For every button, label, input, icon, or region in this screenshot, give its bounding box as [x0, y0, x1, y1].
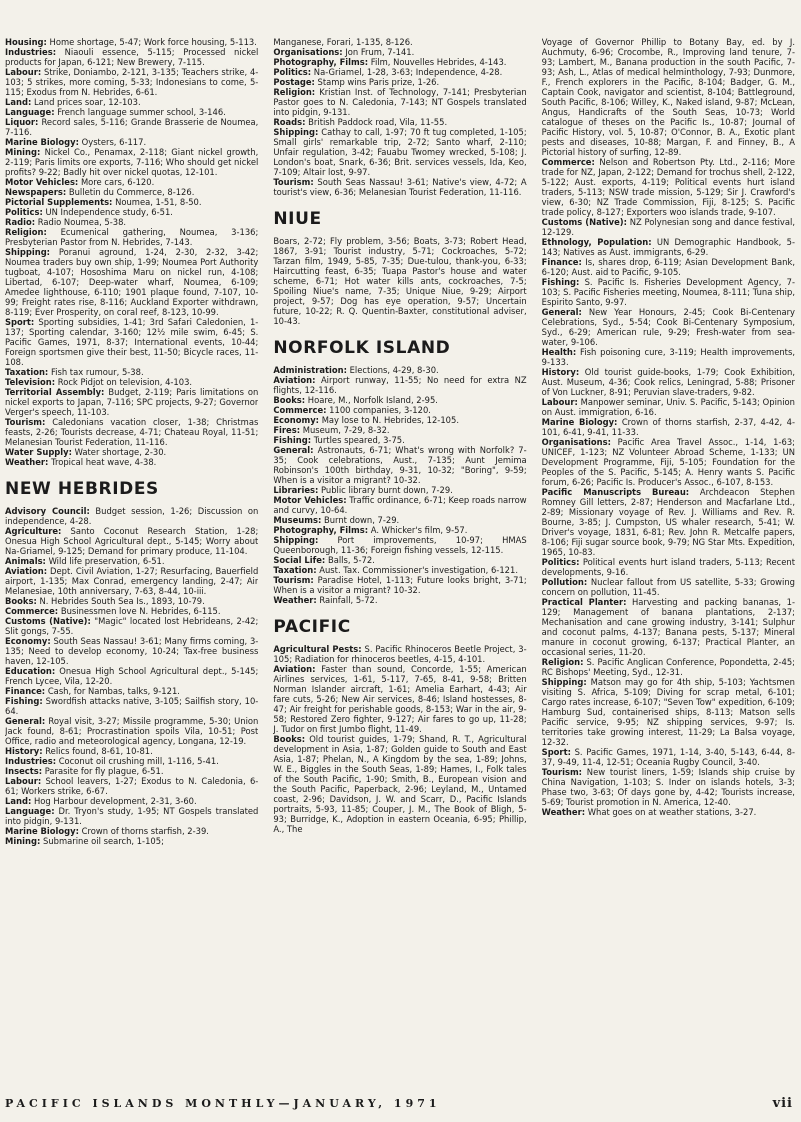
entry-topic: Motor Vehicles: — [273, 495, 347, 505]
entry-references: Paradise Hotel, 1-113; Future looks bright, 3-71; When is a visitor a migrant? 10-32. — [273, 575, 527, 595]
index-entry — [542, 367, 795, 397]
entry-references: S. Pacific Anglican Conference, Popondetta, 2-45; RC Bishops' Meeting, Syd., 12-31. — [541, 657, 795, 677]
entry-topic: General: — [273, 445, 314, 455]
entry-topic: Commerce: — [5, 606, 59, 616]
index-entry — [542, 577, 795, 597]
index-entry — [5, 377, 258, 387]
entry-references: Traffic ordinance, 6-71; Keep roads narrow and curvy, 10-64. — [273, 495, 527, 515]
entry-topic: Labour: — [541, 397, 578, 407]
index-entry — [5, 387, 258, 417]
entry-references: N. Hebrides South Sea Is., 1893, 10-79. — [36, 596, 205, 606]
entry-references: Relics found, 8-61, 10-81. — [42, 746, 153, 756]
entry-topic: Sport: — [541, 747, 571, 757]
index-column-2 — [273, 37, 526, 1085]
entry-topic: Tourism: — [273, 575, 314, 585]
entry-references: Airport runway, 11-55; No need for extra NZ flights, 12-116. — [273, 375, 527, 395]
entry-topic: Commerce: — [541, 157, 595, 167]
index-entry — [273, 87, 526, 117]
entry-references: School leavers, 1-27; Exodus to N. Caledonia, 6-61; Workers strike, 6-67. — [5, 776, 259, 796]
entry-topic: Organisations: — [541, 437, 611, 447]
index-entry — [273, 47, 526, 57]
entry-references: British Paddock road, Vila, 11-55. — [305, 117, 448, 127]
index-entry — [542, 307, 795, 347]
index-entry — [5, 227, 258, 247]
index-entry — [273, 495, 526, 515]
entry-topic: Aviation: — [273, 664, 316, 674]
index-entry — [5, 616, 258, 636]
entry-references: Caledonians vacation closer, 1-38; Christmas feasts, 2-26; Tourists decrease, 4-71; Chateau Royal, 11-51; Melanesian Tourist Federation, 11-116. — [5, 417, 259, 447]
index-entry — [273, 734, 526, 834]
index-columns — [5, 37, 795, 1085]
index-entry — [542, 747, 795, 767]
entry-topic: Education: — [5, 666, 56, 676]
index-entry — [273, 57, 526, 67]
entry-references: Elections, 4-29, 8-30. — [346, 365, 439, 375]
section-heading: NEW HEBRIDES — [5, 479, 159, 499]
index-entry — [542, 437, 795, 487]
entry-references: Pacific Area Travel Assoc., 1-14, 1-63; UNICEF, 1-123; NZ Volunteer Abroad Scheme, 1-133; UN Development Programme, Fiji, 5-105; Foundation for the Peoples of the S. Pacific, 5-145; A. Henry wants S. Pacific forum, 6-26; Pacific Is. Producer's Assoc., 6-107, 8-153. — [541, 437, 795, 487]
entry-references: "Magic" located lost Hebrideans, 2-42; Slit gongs, 7-55. — [5, 616, 259, 636]
index-entry — [5, 506, 258, 526]
index-entry — [542, 277, 795, 307]
index-entry — [273, 535, 526, 555]
entry-references: A. Whicker's film, 9-57. — [368, 525, 468, 535]
index-entry — [273, 117, 526, 127]
entry-topic: History: — [5, 746, 43, 756]
index-entry — [5, 117, 258, 137]
entry-topic: Shipping: — [541, 677, 587, 687]
index-entry — [542, 677, 795, 747]
entry-topic: Practical Planter: — [541, 597, 627, 607]
entry-topic: Politics: — [541, 557, 580, 567]
entry-topic: Aviation: — [273, 375, 316, 385]
entry-topic: Books: — [273, 734, 306, 744]
entry-topic: Pictorial Supplements: — [5, 197, 113, 207]
entry-topic: Photography, Films: — [273, 57, 369, 67]
entry-references: Wild life preservation, 6-51. — [45, 556, 165, 566]
entry-topic: Marine Biology: — [541, 417, 618, 427]
entry-topic: Advisory Council: — [5, 506, 90, 516]
entry-topic: Fishing: — [273, 435, 312, 445]
entry-references: Public library burnt down, 7-29. — [318, 485, 453, 495]
entry-topic: Mining: — [5, 836, 41, 846]
entry-topic: Agricultural Pests: — [273, 644, 362, 654]
entry-references: Archdeacon Stephen Romney Gill letters, 2-87; Henderson and Macfarlane Ltd., 2-89; Missionary voyage of Rev. J. Williams and Rev. R. Bourne, 3-85; J. Cumpston, US whaler research, 5-41; W. Driver's voyage, 1831, 6-81; Rev. John R. Metcalfe papers, 8-106; Fiji sugar source book, 9-79; NG Star Mts. Expedition, 1965, 10-83. — [541, 487, 795, 557]
entry-topic: Liquor: — [5, 117, 39, 127]
entry-references: Radio Noumea, 5-38. — [35, 217, 127, 227]
entry-references: Film, Nouvelles Hebrides, 4-143. — [368, 57, 507, 67]
index-entry — [273, 425, 526, 435]
index-entry — [273, 415, 526, 425]
page-number: vii — [772, 1096, 793, 1111]
entry-topic: Water Supply: — [5, 447, 72, 457]
index-entry — [5, 796, 258, 806]
entry-references: New tourist liners, 1-59; Islands ship cruise by China Navigation, 1-103; S. Inder on islands hotels, 3-3; Phase two, 3-63; Of days gone by, 4-42; Tourists increase, 5-69; Tourist promotion in N. America, 12-40. — [541, 767, 795, 807]
entry-topic: Animals: — [5, 556, 46, 566]
entry-topic: Territorial Assembly: — [5, 387, 105, 397]
entry-topic: Museums: — [273, 515, 322, 525]
index-entry — [5, 97, 258, 107]
entry-topic: Shipping: — [5, 247, 51, 257]
entry-references: Faster than sound, Concorde, 1-55; American Airlines services, 1-61, 5-117, 7-65, 8-41, 9-58; Britten Norman Islander aircraft, 1-61; Amelia Earhart, 4-43; Air fare cuts, 5-26; New Air services, 8-46; Island hostesses, 8-47; Air freight for perishable goods, 8-153; War in the air, 9-58; Restored Zero fighter, 9-127; Air fares to go up, 11-28; J. Tudor on first Jumbo flight, 11-49. — [273, 664, 527, 734]
entry-topic: Television: — [5, 377, 56, 387]
entry-topic: Finance: — [5, 686, 46, 696]
index-entry — [542, 347, 795, 367]
entry-topic: Marine Biology: — [5, 137, 79, 147]
entry-topic: Agriculture: — [5, 526, 62, 536]
entry-references: Boars, 2-72; Fly problem, 3-56; Boats, 3-73; Robert Head, 1867, 3-91; Tourist industry, 5-71; Cockroaches, 5-72; Tarzan film, 1949, 5-85, 7-35; Due-tulou, thank-you, 6-33; Haircutting feast, 6-35; Tuapa Pastor's house and water scheme, 6-71; Hot water kills ants, cockroaches, 7-5; Spoiling Niue's name, 7-35; Unique Niue, 9-29; Airport project, 9-57; Dog has eye operation, 9-57; Uncertain future, 10-22; R. Q. Quentin-Baxter, constitutional adviser, 10-43. — [273, 236, 527, 326]
entry-references: New Year Honours, 2-45; Cook Bi-Centenary Celebrations, Syd., 5-54; Cook Bi-Centenary Symposium, Syd., 6-29; American rule, 9-29; Fresh-water from sea-water, 9-106. — [541, 307, 795, 347]
index-entry — [5, 696, 258, 716]
index-entry — [5, 207, 258, 217]
entry-references: Balls, 5-72. — [325, 555, 375, 565]
entry-topic: Photography, Films: — [273, 525, 369, 535]
index-entry — [273, 595, 526, 605]
entry-topic: Labour: — [5, 776, 42, 786]
entry-topic: Land: — [5, 97, 32, 107]
entry-references: Coconut oil crushing mill, 1-116, 5-41. — [56, 756, 219, 766]
entry-topic: Roads: — [273, 117, 306, 127]
entry-references: Businessmen love N. Hebrides, 6-115. — [58, 606, 221, 616]
entry-references: Tropical heat wave, 4-38. — [48, 457, 157, 467]
entry-topic: Fishing: — [541, 277, 580, 287]
index-entry — [542, 657, 795, 677]
entry-references: Is, shares drop, 6-119; Asian Development Bank, 6-120; Aust. aid to Pacific, 9-105. — [541, 257, 795, 277]
entry-topic: Customs (Native): — [541, 217, 627, 227]
entry-references: Budget session, 1-26; Discussion on independence, 4-28. — [5, 506, 259, 526]
index-entry — [542, 257, 795, 277]
entry-topic: Language: — [5, 806, 55, 816]
section-heading: NORFOLK ISLAND — [273, 338, 451, 358]
index-entry — [5, 666, 258, 686]
entry-references: Bulletin du Commerce, 8-126. — [66, 187, 195, 197]
entry-topic: Taxation: — [5, 367, 49, 377]
entry-topic: Health: — [541, 347, 577, 357]
entry-references: Jon Frum, 7-141. — [342, 47, 415, 57]
entry-references: Home shortage, 5-47; Work force housing, 5-113. — [46, 37, 257, 47]
index-entry — [5, 47, 258, 67]
entry-topic: Ethnology, Population: — [541, 237, 652, 247]
entry-references: Dept. Civil Aviation, 1-27; Resurfacing, Bauerfield airport, 1-135; Max Conrad, emergency landing, 2-47; Air Melanesiae, 10th anniversary, 7-63, 8-44, 10-iii. — [5, 566, 259, 596]
entry-references: Sporting subsidies, 1-41; 3rd Safari Caledonien, 1-137; Sporting calendar, 3-160; 12½ mile swim, 6-45; S. Pacific Games, 1971, 8-37; International events, 10-44; Foreign sportsmen give their best, 11-50; Bicycle races, 11-108. — [5, 317, 259, 367]
entry-topic: Organisations: — [273, 47, 343, 57]
index-entry — [5, 367, 258, 377]
entry-topic: Religion: — [273, 87, 316, 97]
entry-references: Noumea, 1-51, 8-50. — [112, 197, 202, 207]
index-entry — [5, 556, 258, 566]
entry-topic: Tourism: — [541, 767, 583, 777]
index-entry — [273, 525, 526, 535]
entry-references: Fish poisoning cure, 3-119; Health improvements, 9-133. — [541, 347, 795, 367]
index-entry — [5, 836, 258, 846]
entry-references: 1100 companies, 3-120. — [326, 405, 431, 415]
entry-topic: Housing: — [5, 37, 47, 47]
index-entry — [542, 397, 795, 417]
entry-references: Astronauts, 6-71; What's wrong with Norfolk? 7-35; Cook celebrations, Aust., 7-135; Aunt Jemima Robinson's 100th birthday, 9-31, 10-32; "Boring", 9-59; When is a visitor a migrant? 10-32. — [273, 445, 527, 485]
index-column-1 — [5, 37, 258, 1085]
index-entry — [5, 457, 258, 467]
entry-references: Strike, Doniambo, 2-121, 3-135; Teachers strike, 4-103; 5 strikes, more coming, 5-33; Indonesians to come, 5-115; Exodus from N. Hebrides, 6-61. — [5, 67, 259, 97]
index-entry — [5, 596, 258, 606]
entry-references: Cash, for Nambas, talks, 9-121. — [45, 686, 180, 696]
entry-references: Budget, 2-119; Paris limitations on nickel exports to Japan, 7-116; SPC projects, 9-27; Governor Verger's speech, 11-103. — [5, 387, 259, 417]
entry-topic: Mining: — [5, 147, 41, 157]
footer-masthead: PACIFIC ISLANDS MONTHLY—JANUARY, 1971 — [5, 1097, 441, 1110]
index-entry — [5, 447, 258, 457]
index-entry — [5, 177, 258, 187]
entry-references: Na-Griamel, 1-28, 3-63; Independence, 4-28. — [311, 67, 503, 77]
entry-references: Rock Pidjot on television, 4-103. — [55, 377, 193, 387]
index-entry — [5, 37, 258, 47]
entry-references: Land prices soar, 12-103. — [31, 97, 141, 107]
entry-references: UN Demographic Handbook, 5-143; Natives as Aust. immigrants, 6-29. — [541, 237, 795, 257]
page-footer — [5, 1096, 793, 1111]
entry-references: Nuclear fallout from US satellite, 5-33; Growing concern on pollution, 11-45. — [541, 577, 795, 597]
index-entry — [542, 37, 795, 157]
index-column-3 — [542, 37, 795, 1085]
index-entry — [273, 127, 526, 177]
section-heading: PACIFIC — [273, 617, 351, 637]
entry-references: Voyage of Governor Phillip to Botany Bay, ed. by J. Auchmuty, 6-96; Crocombe, R., Improving land tenure, 7-93; Lambert, M., Banana production in the south Pacific, 7-93; Ash, L., Atlas of medical helminthology, 7-93; Dunmore, F., French explorers in the Pacific, 8-104; Badger, G. M., Captain Cook, navigator and scientist, 8-104; Battleground, South Pacific, 8-106; Willey, K., Naked island, 9-87; McLean, Angus, Handicrafts of the South Seas, 10-73; World catalogue of theses on the Pacific Is., 10-87; Journal of Pacific History, vol. 5, 10-87; O'Connor, B. A., Exotic plant pests and diseases, 10-88; Margan, F. and Finney, B., A Pictorial history of surfing, 12-89. — [541, 37, 795, 157]
index-entry — [273, 236, 526, 326]
entry-topic: Politics: — [273, 67, 312, 77]
index-entry — [273, 37, 526, 47]
index-entry — [5, 636, 258, 666]
entry-references: Swordfish attacks native, 3-105; Sailfish story, 10-64. — [5, 696, 259, 716]
index-entry — [273, 664, 526, 734]
entry-references: South Seas Nassau! 3-61; Native's view, 4-72; A tourist's view, 6-36; Melanesian Tourist Federation, 11-116. — [273, 177, 527, 197]
index-entry — [542, 557, 795, 577]
index-entry — [273, 77, 526, 87]
index-entry — [273, 395, 526, 405]
index-entry — [273, 575, 526, 595]
entry-references: Aust. Tax. Commissioner's investigation, 6-121. — [316, 565, 518, 575]
index-entry — [5, 217, 258, 227]
entry-references: Manganese, Forari, 1-135, 8-126. — [273, 37, 413, 47]
entry-topic: Fishing: — [5, 696, 43, 706]
entry-references: Ecumenical gathering, Noumea, 3-136; Presbyterian Pastor from N. Hebrides, 7-143. — [5, 227, 259, 247]
index-entry — [273, 565, 526, 575]
index-entry — [5, 686, 258, 696]
entry-topic: Sport: — [5, 317, 35, 327]
index-entry — [273, 555, 526, 565]
index-entry — [542, 807, 795, 817]
index-entry — [542, 417, 795, 437]
entry-references: Nickel Co., Penamax, 2-118; Giant nickel growth, 2-119; Paris limits ore exports, 7-116; Who should get nickel profits? 9-22; Badly hit over nickel quotas, 12-101. — [5, 147, 259, 177]
index-entry — [5, 746, 258, 756]
index-entry — [273, 485, 526, 495]
entry-topic: Books: — [5, 596, 37, 606]
entry-references: More cars, 6-120. — [78, 177, 155, 187]
entry-references: Crown of thorns starfish, 2-37, 4-42, 4-101, 6-41, 9-41, 11-33. — [541, 417, 795, 437]
entry-topic: Industries: — [5, 756, 57, 766]
entry-references: Political events hurt island traders, 5-113; Recent developments, 9-16. — [541, 557, 795, 577]
index-entry — [542, 237, 795, 257]
entry-topic: Weather: — [273, 595, 317, 605]
entry-topic: Aviation: — [5, 566, 48, 576]
entry-topic: Economy: — [5, 636, 51, 646]
entry-references: Oysters, 6-117. — [78, 137, 147, 147]
index-entry — [5, 776, 258, 796]
entry-topic: Radio: — [5, 217, 36, 227]
index-entry — [5, 806, 258, 826]
entry-topic: Newspapers: — [5, 187, 67, 197]
index-entry — [5, 197, 258, 207]
index-entry — [5, 67, 258, 97]
entry-references: Port improvements, 10-97; HMAS Queenborough, 11-36; Foreign fishing vessels, 12-115. — [273, 535, 527, 555]
entry-references: May lose to N. Hebrides, 12-105. — [319, 415, 459, 425]
index-entry — [5, 187, 258, 197]
section-heading: NIUE — [273, 209, 322, 229]
index-entry — [273, 435, 526, 445]
index-entry — [273, 405, 526, 415]
index-entry — [542, 487, 795, 557]
entry-references: Crown of thorns starfish, 2-39. — [78, 826, 209, 836]
entry-references: Onesua High School Agricultural dept., 5-145; French Lycee, Vila, 12-20. — [5, 666, 259, 686]
entry-references: Stamp wins Paris prize, 1-26. — [314, 77, 440, 87]
entry-topic: Taxation: — [273, 565, 317, 575]
entry-references: Turtles speared, 3-75. — [311, 435, 405, 445]
index-entry — [5, 317, 258, 367]
entry-references: Water shortage, 2-30. — [71, 447, 167, 457]
index-entry — [542, 597, 795, 657]
entry-topic: Pollution: — [541, 577, 588, 587]
entry-topic: Language: — [5, 107, 55, 117]
index-entry — [542, 157, 795, 217]
index-entry — [5, 147, 258, 177]
entry-references: Fish tax rumour, 5-38. — [48, 367, 144, 377]
index-entry — [5, 826, 258, 836]
entry-references: Cathay to call, 1-97; 70 ft tug completed, 1-105; Small girls' remarkable trip, 2-72; Santo wharf, 2-110; Unfair regulation, 3-42; Fauabu Twomey wrecked, 5-108; J. London's boat, Snark, 6-36; Brit. services vessels, Ida, Keo, 7-109; Altair lost, 9-97. — [273, 127, 527, 177]
entry-topic: General: — [5, 716, 46, 726]
index-entry — [5, 247, 258, 317]
entry-topic: Customs (Native): — [5, 616, 91, 626]
entry-references: Record sales, 5-116; Grande Brasserie de Noumea, 7-116. — [5, 117, 259, 137]
index-entry — [5, 566, 258, 596]
entry-topic: Labour: — [5, 67, 42, 77]
entry-references: Royal visit, 3-27; Missile programme, 5-30; Union Jack found, 8-61; Procrastination spoils Vila, 10-51; Post Office, radio and meteorological agency, Longana, 12-19. — [5, 716, 259, 746]
entry-references: Submarine oil search, 1-105; — [40, 836, 164, 846]
entry-references: Old tourist guide-books, 1-79; Cook Exhibition, Aust. Museum, 4-36; Cook relics, Leningrad, 5-88; Prisoner of Von Luckner, 8-91; Peruvian slave-traders, 9-82. — [541, 367, 795, 397]
entry-references: NZ Polynesian song and dance festival, 12-129. — [541, 217, 795, 237]
entry-topic: Land: — [5, 796, 32, 806]
entry-topic: Fires: — [273, 425, 301, 435]
entry-topic: Religion: — [5, 227, 47, 237]
entry-references: S. Pacific Games, 1971, 1-14, 3-40, 5-143, 6-44, 8-37, 9-49, 11-4, 12-51; Oceania Rugby Council, 3-40. — [541, 747, 795, 767]
entry-references: UN Independence study, 6-51. — [42, 207, 173, 217]
index-entry — [273, 365, 526, 375]
entry-references: Santo Coconut Research Station, 1-28; Onesua High School Agricultural dept., 5-145; Worry about Na-Griamel, 9-125; Demand for primary produce, 11-104. — [5, 526, 259, 556]
entry-topic: Social Life: — [273, 555, 326, 565]
index-entry — [5, 756, 258, 766]
entry-topic: Libraries: — [273, 485, 319, 495]
index-entry — [542, 217, 795, 237]
index-entry — [5, 526, 258, 556]
entry-references: French language summer school, 3-146. — [54, 107, 226, 117]
entry-references: Matson may go for 4th ship, 5-103; Yachtsmen visiting S. Africa, 5-109; Diving for scrap metal, 6-101; Cargo rates increase, 6-107; "Seven Tow" expedition, 6-109; Hamburg Sud, containerised ships, 8-113; Matson sells Pacific service, 9-95; NZ shipping services, 9-97; Is. territories take growing interest, 11-29; La Balsa voyage, 12-32. — [541, 677, 795, 747]
index-entry — [273, 515, 526, 525]
entry-topic: Weather: — [5, 457, 49, 467]
entry-references: Dr. Tryon's study, 1-95; NT Gospels translated into pidgin, 9-131. — [5, 806, 259, 826]
index-entry — [273, 177, 526, 197]
entry-references: S. Pacific Rhinoceros Beetle Project, 3-105; Radiation for rhinoceros beetles, 4-15, 4-101. — [273, 644, 527, 664]
entry-references: South Seas Nassau! 3-61; Many firms coming, 3-135; Need to develop economy, 10-24; Tax-free business haven, 12-105. — [5, 636, 259, 666]
entry-topic: History: — [541, 367, 580, 377]
entry-references: Old tourist guides, 1-79; Shand, R. T., Agricultural development in Asia, 1-87; Golden guide to South and East Asia, 1-87; Phelan, N., A Kingdom by the sea, 1-89; Johns, W. E., Biggles in the South Seas, 1-89; Hames, I., Folk tales of the South Pacific, 1-90; Smith, B., European vision and the South Pacific, Paperback, 2-96; Leyland, M., Untamed coast, 2-96; Davidson, J. W. and Scarr, D., Pacific Islands portraits, 5-93, 11-85; Couper, J. M., The Book of Bligh, 5-93; Burridge, K., Adoption in eastern Oceania, 6-95; Phillip, A., The — [273, 734, 527, 834]
index-entry — [5, 606, 258, 616]
index-entry — [5, 766, 258, 776]
entry-references: Hog Harbour development, 2-31, 3-60. — [31, 796, 197, 806]
index-entry — [273, 644, 526, 664]
entry-references: Hoare, M., Norfolk Island, 2-95. — [305, 395, 438, 405]
index-entry — [273, 67, 526, 77]
index-entry — [5, 107, 258, 117]
entry-references: S. Pacific Is. Fisheries Development Agency, 7-103; S. Pacific Fisheries meeting, Noumea, 8-111; Tuna ship, Espirito Santo, 9-97. — [541, 277, 795, 307]
entry-topic: Books: — [273, 395, 306, 405]
index-entry — [273, 375, 526, 395]
entry-topic: Commerce: — [273, 405, 327, 415]
entry-topic: Tourism: — [5, 417, 46, 427]
entry-topic: Postage: — [273, 77, 315, 87]
entry-references: What goes on at weather stations, 3-27. — [585, 807, 757, 817]
index-entry — [5, 417, 258, 447]
entry-references: Burnt down, 7-29. — [321, 515, 400, 525]
entry-topic: Shipping: — [273, 535, 319, 545]
entry-topic: Weather: — [541, 807, 586, 817]
index-entry — [542, 767, 795, 807]
entry-references: Museum, 7-29, 8-32. — [300, 425, 390, 435]
entry-references: Poranui aground, 1-24, 2-30, 2-32, 3-42; Noumea traders buy own ship, 1-99; Noumea Port Authority tugboat, 4-107; Hososhima Maru on nickel run, 4-108; Libertad, 6-107; Deep-water wharf, Noumea, 6-109; Amedee lighthouse, 6-110; 1901 plaque found, 7-107, 10-99; Freight rates rise, 8-116; Auckland Exporter withdrawn, 8-119; Ever Prosperity, on coral reef, 8-123, 10-99. — [5, 247, 259, 317]
entry-topic: Religion: — [541, 657, 584, 667]
index-entry — [273, 445, 526, 485]
entry-references: Niaouli essence, 5-115; Processed nickel products for Japan, 6-121; New Brewery, 7-115. — [5, 47, 259, 67]
entry-topic: Politics: — [5, 207, 43, 217]
entry-topic: Administration: — [273, 365, 347, 375]
entry-topic: General: — [541, 307, 582, 317]
entry-references: Rainfall, 5-72. — [316, 595, 378, 605]
entry-topic: Tourism: — [273, 177, 314, 187]
entry-topic: Shipping: — [273, 127, 319, 137]
entry-topic: Economy: — [273, 415, 320, 425]
entry-topic: Industries: — [5, 47, 57, 57]
entry-references: Manpower seminar, Univ. S. Pacific, 5-143; Opinion on Aust. immigration, 6-16. — [541, 397, 795, 417]
entry-references: Kristian Inst. of Technology, 7-141; Presbyterian Pastor goes to N. Caledonia, 7-143; NT Gospels translated into pidgin, 9-131. — [273, 87, 527, 117]
entry-topic: Finance: — [541, 257, 582, 267]
entry-references: Harvesting and packing bananas, 1-129; Management of banana plantations, 2-137; Mechanisation and cane growing industry, 3-141; Sulphur and coconut palms, 4-137; Banana pests, 5-137; Mineral manure in coconut growing, 6-137; Practical Planter, an occasional series, 11-20. — [541, 597, 795, 657]
entry-references: Nelson and Robertson Pty. Ltd., 2-116; More trade for NZ, Japan, 2-122; Demand for trochus shell, 2-122, 5-122; Aust. exports, 4-119; Political events hurt island traders, 5-113; NSW trade mission, 5-129; Sir J. Crawford's view, 6-30; NZ Trade Commission, Fiji, 8-125; S. Pacific trade policy, 8-127; Exporters woo islands trade, 9-107. — [541, 157, 795, 217]
entry-topic: Motor Vehicles: — [5, 177, 79, 187]
entry-topic: Pacific Manuscripts Bureau: — [541, 487, 690, 497]
index-entry — [5, 716, 258, 746]
entry-topic: Insects: — [5, 766, 43, 776]
entry-topic: Marine Biology: — [5, 826, 79, 836]
index-entry — [5, 137, 258, 147]
entry-references: Parasite for fly plague, 6-51. — [42, 766, 164, 776]
